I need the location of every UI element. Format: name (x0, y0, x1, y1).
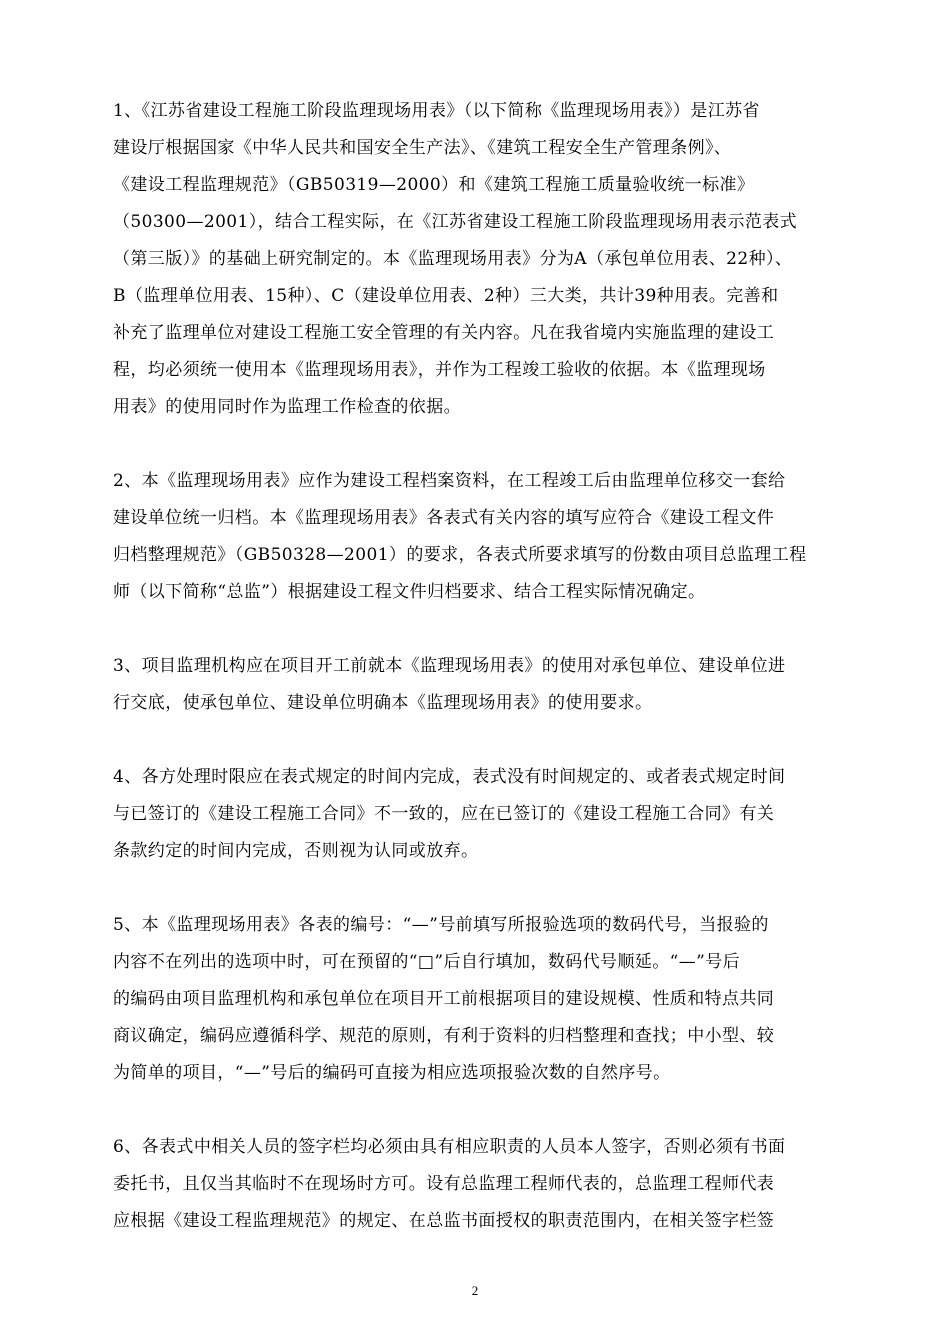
paragraph-line: 内容不在列出的选项中时，可在预留的“□”后自行填加，数码代号顺延。“—”号后 (113, 952, 741, 972)
paragraph-6 (113, 1129, 873, 1240)
paragraph-line: 补充了监理单位对建设工程施工安全管理的有关内容。凡在我省境内实施监理的建设工 (113, 323, 775, 343)
paragraph-1 (113, 93, 873, 426)
paragraph-line: 的编码由项目监理机构和承包单位在项目开工前根据项目的建设规模、性质和特点共同 (113, 989, 775, 1009)
paragraph-line: 建设厅根据国家《中华人民共和国安全生产法》、《建筑工程安全生产管理条例》、 (113, 138, 732, 158)
paragraph-line: 用表》的使用同时作为监理工作检查的依据。 (113, 397, 461, 417)
paragraph-line: 委托书，且仅当其临时不在现场时方可。设有总监理工程师代表的，总监理工程师代表 (113, 1174, 775, 1194)
paragraph-2 (113, 463, 873, 611)
paragraph-line: 2、本《监理现场用表》应作为建设工程档案资料，在工程竣工后由监理单位移交一套给 (113, 471, 786, 491)
paragraph-line: 归档整理规范》（GB50328—2001）的要求，各表式所要求填写的份数由项目总监理工程 (113, 545, 807, 565)
paragraph-line: 行交底，使承包单位、建设单位明确本《监理现场用表》的使用要求。 (113, 693, 653, 713)
page-number: 2 (471, 1283, 479, 1298)
paragraph-line: 条款约定的时间内完成，否则视为认同或放弃。 (113, 841, 479, 861)
paragraph-line: 商议确定，编码应遵循科学、规范的原则，有利于资料的归档整理和查找；中小型、较 (113, 1026, 775, 1046)
paragraph-line: B（监理单位用表、15种）、C（建设单位用表、2种）三大类，共计39种用表。完善和 (113, 286, 779, 306)
paragraph-line: （50300—2001），结合工程实际，在《江苏省建设工程施工阶段监理现场用表示范表式 (113, 212, 798, 232)
paragraph-line: 3、项目监理机构应在项目开工前就本《监理现场用表》的使用对承包单位、建设单位进 (113, 656, 786, 676)
paragraph-line: 建设单位统一归档。本《监理现场用表》各表式有关内容的填写应符合《建设工程文件 (113, 508, 775, 528)
paragraph-line: 6、各表式中相关人员的签字栏均必须由具有相应职责的人员本人签字，否则必须有书面 (113, 1137, 786, 1157)
paragraph-line: 为简单的项目，“—”号后的编码可直接为相应选项报验次数的自然序号。 (113, 1063, 671, 1083)
paragraph-line: 5、本《监理现场用表》各表的编号：“—”号前填写所报验选项的数码代号，当报验的 (113, 915, 769, 935)
paragraph-line: （第三版）》的基础上研究制定的。本《监理现场用表》分为A（承包单位用表、22种）、 (113, 249, 793, 269)
paragraph-3 (113, 648, 873, 722)
paragraph-line: 程，均必须统一使用本《监理现场用表》，并作为工程竣工验收的依据。本《监理现场 (113, 360, 766, 380)
paragraph-4 (113, 759, 873, 870)
paragraph-line: 4、各方处理时限应在表式规定的时间内完成，表式没有时间规定的、或者表式规定时间 (113, 767, 786, 787)
paragraph-line: 应根据《建设工程监理规范》的规定、在总监书面授权的职责范围内，在相关签字栏签 (113, 1211, 775, 1231)
paragraph-5 (113, 907, 873, 1092)
paragraph-line: 《建设工程监理规范》（GB50319—2000）和《建筑工程施工质量验收统一标准》 (113, 175, 755, 195)
paragraph-line: 与已签订的《建设工程施工合同》不一致的，应在已签订的《建设工程施工合同》有关 (113, 804, 775, 824)
paragraph-line: 1、《江苏省建设工程施工阶段监理现场用表》（以下简称《监理现场用表》）是江苏省 (113, 101, 760, 121)
paragraph-line: 师（以下简称“总监”）根据建设工程文件归档要求、结合工程实际情况确定。 (113, 582, 706, 602)
